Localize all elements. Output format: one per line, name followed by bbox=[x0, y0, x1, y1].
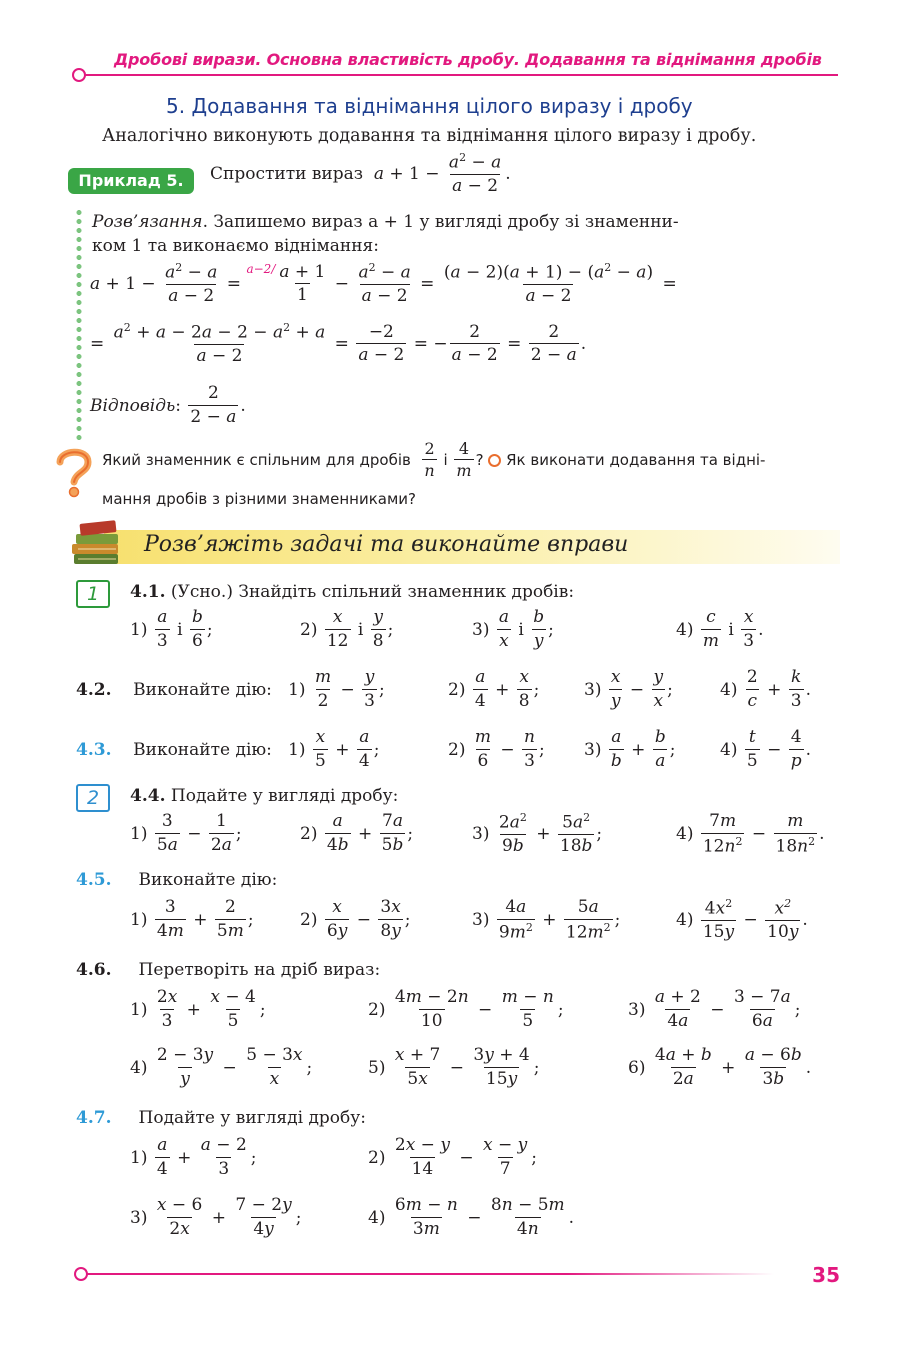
footer-circle-marker bbox=[74, 1267, 88, 1281]
section-intro: Аналогічно виконують додавання та віднімання цілого виразу і дробу. bbox=[102, 126, 757, 146]
exercise-4-7-item-2: 2) $\frac{2x - y}{14}$ − $\frac{x - y}{7}$ ; bbox=[368, 1135, 538, 1179]
question-line-1: Який знаменник є спільним для дробів $\frac{2}{n}$ і $\frac{4}{m}$ ? Як виконати додавання та відні- bbox=[102, 439, 766, 481]
exercise-4-5-number: 4.5. bbox=[76, 870, 112, 890]
exercise-4-2-item-2: 2) $\frac{a}{4}$ + $\frac{x}{8}$ ; bbox=[448, 667, 540, 711]
exercise-4-7-heading bbox=[76, 1108, 366, 1128]
header-circle-marker bbox=[72, 68, 86, 82]
exercise-4-5-text: Виконайте дію: bbox=[138, 870, 278, 890]
solution-line-2: ком 1 та виконаємо віднімання: bbox=[92, 236, 379, 256]
solution-label: Розв’язання bbox=[92, 212, 203, 232]
exercise-4-6-heading bbox=[76, 960, 380, 980]
exercise-4-4-number: 4.4. bbox=[130, 786, 166, 806]
question-line-2: мання дробів з різними знаменниками? bbox=[102, 490, 416, 508]
exercise-4-2-number: 4.2. bbox=[76, 679, 112, 700]
footer-line bbox=[84, 1273, 774, 1275]
exercise-4-1-text: (Усно.) Знайдіть спільний знаменник дробів: bbox=[170, 582, 575, 602]
answer-label: Відповідь bbox=[90, 395, 176, 416]
exercise-4-5-item-1: 1) $\frac{3}{4m}$ + $\frac{2}{5m}$ ; bbox=[130, 897, 254, 941]
exercise-4-4-item-2: 2) $\frac{a}{4b}$ + $\frac{7a}{5b}$ ; bbox=[300, 811, 414, 855]
exercise-4-3: 4.3. Виконайте дію: 1) $\frac{x}{5}$ + $\frac{a}{4}$ ; bbox=[76, 727, 380, 771]
header-line bbox=[82, 74, 838, 76]
question-1-text: Який знаменник є спільним для дробів bbox=[102, 451, 411, 470]
exercise-4-1-item-4: 4) $\frac{c}{m}$ і $\frac{x}{3}$ . bbox=[676, 607, 764, 651]
exercise-4-2-item-4: 4) $\frac{2}{c}$ + $\frac{k}{3}$ . bbox=[720, 667, 811, 711]
exercise-4-1-heading bbox=[130, 582, 574, 602]
exercise-4-5-item-3: 3) $\frac{4a}{9m^2}$ + $\frac{5a}{12m^2}$ ; bbox=[472, 897, 621, 943]
exercise-4-6-item-1: 1) $\frac{2x}{3}$ + $\frac{x - 4}{5}$ ; bbox=[130, 987, 266, 1031]
solution-dots-decoration bbox=[76, 208, 82, 443]
question-mark-icon bbox=[52, 444, 96, 500]
exercise-4-4-item-4: 4) $\frac{7m}{12n^2}$ − $\frac{m}{18n^2}$ . bbox=[676, 811, 825, 857]
exercise-4-5-item-4: 4) $\frac{4x^2}{15y}$ − $\frac{x^2}{10y}$ . bbox=[676, 897, 808, 943]
exercise-4-6-item-5: 5) $\frac{x + 7}{5x}$ − $\frac{3y + 4}{15y}$ ; bbox=[368, 1045, 540, 1089]
exercise-4-4-item-1: 1) $\frac{3}{5a}$ − $\frac{1}{2a}$ ; bbox=[130, 811, 242, 855]
banner-text: Розв’яжіть задачі та виконайте вправи bbox=[144, 532, 629, 557]
solution-text: . Запишемо вираз a + 1 у вигляді дробу зі знаменни- bbox=[202, 212, 679, 232]
exercise-4-2: 4.2. Виконайте дію: 1) $\frac{m}{2}$ − $\frac{y}{3}$ ; bbox=[76, 667, 385, 711]
solution-answer: Відповідь : $\frac{2}{2 - a}$ . bbox=[90, 383, 246, 427]
exercise-4-3-text: Виконайте дію: bbox=[133, 739, 272, 760]
question-1-and: і bbox=[443, 451, 448, 470]
level-1-marker: 1 bbox=[76, 580, 110, 608]
exercise-4-7-item-1: 1) $\frac{a}{4}$ + $\frac{a - 2}{3}$ ; bbox=[130, 1135, 257, 1179]
exercise-4-4-text: Подайте у вигляді дробу: bbox=[170, 786, 399, 806]
example-task-text: Спростити вираз bbox=[210, 164, 364, 185]
exercise-4-1-item-1: 1) $\frac{a}{3}$ і $\frac{b}{6}$ ; bbox=[130, 607, 213, 651]
exercise-4-3-item-2: 2) $\frac{m}{6}$ − $\frac{n}{3}$ ; bbox=[448, 727, 545, 771]
exercise-4-7-text: Подайте у вигляді дробу: bbox=[138, 1108, 366, 1128]
exercise-4-5-item-2: 2) $\frac{x}{6y}$ − $\frac{3x}{8y}$ ; bbox=[300, 897, 411, 941]
solution-equation-2: = $\frac{a^2 + a - 2a - 2 - a^2 + a}{a - 2}$ = $\frac{-2}{a - 2}$ = − $\frac{2}{a - 2}$ = $\frac{2}{2 - a}$ . bbox=[90, 321, 587, 367]
example-badge: Приклад 5. bbox=[68, 168, 194, 194]
exercise-4-6-item-6: 6) $\frac{4a + b}{2a}$ + $\frac{a - 6b}{3b}$ . bbox=[628, 1045, 812, 1089]
running-header: Дробові вирази. Основна властивість дробу. Додавання та віднімання дробів bbox=[114, 50, 822, 69]
exercise-4-6-item-3: 3) $\frac{a + 2}{4a}$ − $\frac{3 - 7a}{6a}$ ; bbox=[628, 987, 801, 1031]
exercise-4-1-number: 4.1. bbox=[130, 582, 166, 602]
solution-equation-1: a + 1 − $\frac{a^2 - a}{a - 2}$ = a−2/ $\frac{a + 1}{1}$ − $\frac{a^2 - a}{a - 2}$ = $\frac{(a - 2)(a + 1) - (a^2 - a)}{a - 2}$ = bbox=[90, 261, 677, 307]
page-number: 35 bbox=[812, 1263, 840, 1287]
section-title: 5. Додавання та віднімання цілого виразу і дробу bbox=[166, 94, 693, 118]
solution-line-1 bbox=[92, 212, 679, 232]
bullet-circle-icon bbox=[488, 454, 501, 467]
exercise-4-6-item-4: 4) $\frac{2 - 3y}{y}$ − $\frac{5 - 3x}{x}$ ; bbox=[130, 1045, 313, 1089]
exercise-4-1-item-2: 2) $\frac{x}{12}$ і $\frac{y}{8}$ ; bbox=[300, 607, 394, 651]
exercise-4-2-text: Виконайте дію: bbox=[133, 679, 272, 700]
exercise-4-5-heading bbox=[76, 870, 277, 890]
example-task: Спростити вираз a + 1 − $\frac{a^2 - a}{a - 2}$ . bbox=[210, 151, 511, 197]
books-icon bbox=[70, 518, 126, 568]
exercise-4-3-item-4: 4) $\frac{t}{5}$ − $\frac{4}{p}$ . bbox=[720, 727, 812, 771]
level-2-marker: 2 bbox=[76, 784, 110, 812]
exercise-4-3-number: 4.3. bbox=[76, 739, 112, 760]
exercise-4-6-text: Перетворіть на дріб вираз: bbox=[138, 960, 381, 980]
exercise-4-3-item-3: 3) $\frac{a}{b}$ + $\frac{b}{a}$ ; bbox=[584, 727, 676, 771]
question-2-text: Як виконати додавання та відні- bbox=[506, 451, 766, 470]
exercise-4-6-item-2: 2) $\frac{4m - 2n}{10}$ − $\frac{m - n}{5}$ ; bbox=[368, 987, 564, 1031]
exercise-4-6-number: 4.6. bbox=[76, 960, 112, 980]
exercise-4-4-item-3: 3) $\frac{2a^2}{9b}$ + $\frac{5a^2}{18b}$ ; bbox=[472, 811, 603, 857]
exercise-4-2-item-3: 3) $\frac{x}{y}$ − $\frac{y}{x}$ ; bbox=[584, 667, 673, 711]
exercise-4-7-number: 4.7. bbox=[76, 1108, 112, 1128]
exercise-4-4-heading bbox=[130, 786, 398, 806]
multiplier-note: a−2/ bbox=[246, 262, 276, 276]
exercise-4-7-item-4: 4) $\frac{6m - n}{3m}$ − $\frac{8n - 5m}{4n}$ . bbox=[368, 1195, 575, 1239]
exercise-4-1-item-3: 3) $\frac{a}{x}$ і $\frac{b}{y}$ ; bbox=[472, 607, 554, 651]
exercise-4-7-item-3: 3) $\frac{x - 6}{2x}$ + $\frac{7 - 2y}{4y}$ ; bbox=[130, 1195, 302, 1239]
